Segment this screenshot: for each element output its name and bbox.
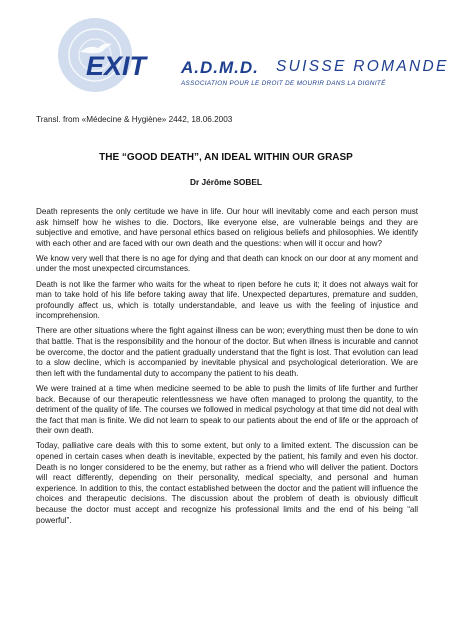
org-region: SUISSE ROMANDE (276, 58, 449, 75)
paragraph: There are other situations where the fight against illness can be won; everything must then be done to win that battle. That is the responsibility and the honour of the doctor. But when illness is incurable and cannot be overcome, the doctor and the patient gradually understand that the fight is lost. That evolution can lead to a slow decline, which is accompanied by inevitable physical and psychological deterioration. We are then left with the fundamental duty to accompany the patient to his death. (36, 326, 418, 378)
paragraph: Death represents the only certitude we have in life. Our hour will inevitably come and each person must ask himself how he wishes to die. Doctors, like everyone else, are vulnerable beings and they are subjective and emotive, and have personal ethics based on religious beliefs and philosophies. We identify with each other and are faced with our own death and the questions: when will it occur and how? (36, 207, 418, 248)
article-author: Dr Jérôme SOBEL (190, 177, 262, 187)
source-note: Transl. from «Médecine & Hygiène» 2442, 18.06.2003 (36, 115, 233, 124)
logo-wordmark: EXIT (86, 51, 147, 81)
paragraph: We know very well that there is no age for dying and that death can knock on our door at any moment and under the most unexpected circumstances. (36, 253, 418, 274)
paragraph: Death is not like the farmer who waits for the wheat to ripen before he cuts it; it does not always wait for man to take hold of his life before taking away that life. Unexpected departures, premature and sudden, profoundly affect us, which is totally understandable, and leave us with the feeling of injustice and incomprehension. (36, 279, 418, 321)
paragraph: We were trained at a time when medicine seemed to be able to push the limits of life further and further back. Because of our therapeutic relentlessness we have often managed to prolong the quantity, to the detriment of the quality of life. The courses we followed in medical psychology at that time did not deal with the fact that man is finite. We did not learn to speak to our patients about the end of life or the approach of their own death. (36, 383, 418, 436)
paragraph: Today, palliative care deals with this to some extent, but only to a limited extent. The discussion can be opened in certain cases when death is inevitable, expected by the patient, his family and even his doctor. Death is no longer considered to be the enemy, but rather as a friend who will deliver the patient. Doctors will react differently, depending on their personality, medical specialty, and personal and human experience. In addition to this, the contact established between the doctor and the patient will influence the choices and therapeutic decisions. The discussion about the problem of death is obviously difficult because the doctor must accept and recognize his professional limits and the end of his being “all powerful”. (36, 441, 418, 525)
article-title: THE “GOOD DEATH”, AN IDEAL WITHIN OUR GRASP (99, 152, 353, 163)
article-body (36, 207, 418, 531)
org-acronym: A.D.M.D. (181, 58, 259, 77)
org-tagline: ASSOCIATION POUR LE DROIT DE MOURIR DANS LA DIGNITÉ (181, 80, 386, 87)
